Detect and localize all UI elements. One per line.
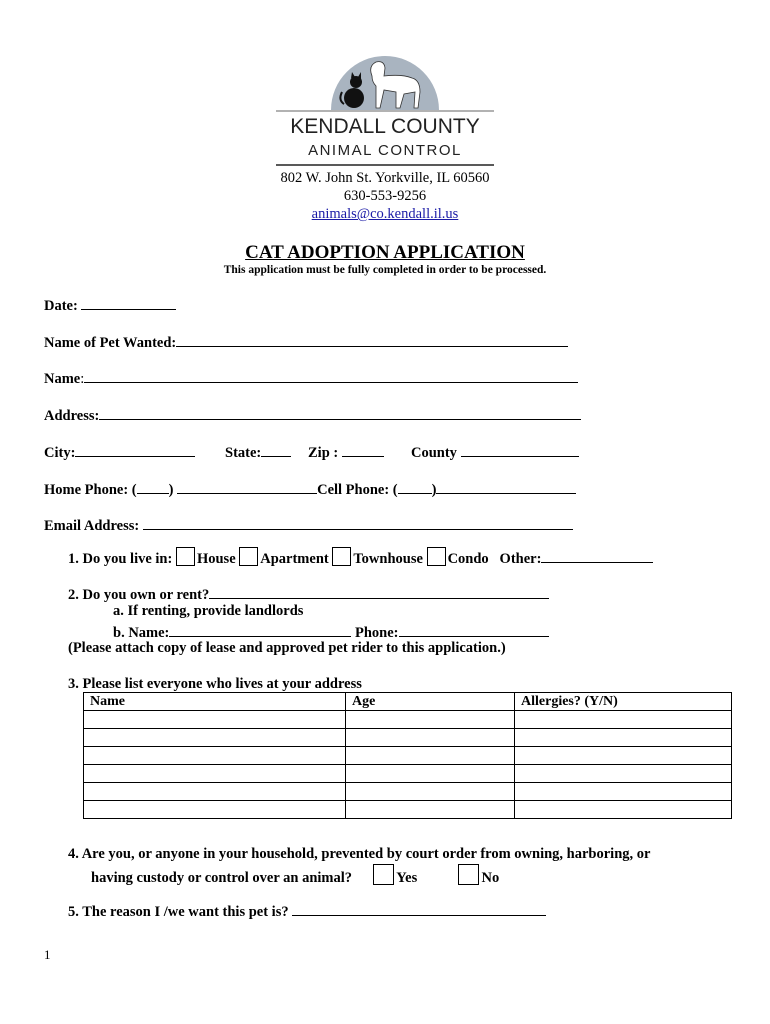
allergies-cell[interactable]: [515, 783, 732, 801]
townhouse-option-label: Townhouse: [353, 551, 423, 567]
other-field[interactable]: [541, 548, 653, 563]
kendall-county-logo: [272, 52, 498, 170]
no-label: No: [481, 870, 500, 886]
age-cell[interactable]: [346, 801, 515, 819]
state-label: State:: [225, 445, 262, 461]
own-rent-field[interactable]: [209, 584, 549, 599]
no-checkbox[interactable]: [458, 864, 479, 885]
county-row: [411, 442, 579, 462]
townhouse-checkbox[interactable]: [332, 547, 351, 566]
q5-row: [68, 901, 546, 921]
org-email-container: [0, 206, 770, 223]
other-label: Other:: [499, 551, 542, 567]
q4-line2: having custody or control over an animal?: [91, 870, 353, 886]
age-cell[interactable]: [346, 783, 515, 801]
table-row: [84, 747, 732, 765]
phone-row: [44, 479, 576, 499]
cell-phone-label: Cell Phone: (: [317, 482, 398, 498]
allergies-cell[interactable]: [515, 747, 732, 765]
reason-field[interactable]: [292, 901, 546, 916]
q4-line1: 4. Are you, or anyone in your household, prevented by court order from owning, harboring, or: [68, 846, 651, 862]
form-title: CAT ADOPTION APPLICATION: [245, 242, 525, 263]
landlord-phone-field[interactable]: [399, 622, 549, 637]
zip-row: [308, 442, 384, 462]
org-email-link[interactable]: animals@co.kendall.il.us: [311, 206, 459, 222]
name-cell[interactable]: [84, 729, 346, 747]
pet-wanted-field[interactable]: [176, 332, 568, 347]
email-label: Email Address:: [44, 518, 140, 534]
table-row: [84, 783, 732, 801]
table-row: [84, 801, 732, 819]
age-cell[interactable]: [346, 711, 515, 729]
name-cell[interactable]: [84, 747, 346, 765]
city-field[interactable]: [75, 442, 195, 457]
org-name-line2: ANIMAL CONTROL: [308, 142, 462, 159]
condo-option-label: Condo: [447, 551, 489, 567]
name-cell[interactable]: [84, 801, 346, 819]
col-allergies-header: Allergies? (Y/N): [515, 693, 732, 711]
house-option-label: House: [196, 551, 236, 567]
q2-row: [68, 584, 549, 604]
q2-note: (Please attach copy of lease and approved pet rider to this application.): [68, 640, 506, 656]
county-field[interactable]: [461, 442, 579, 457]
allergies-cell[interactable]: [515, 729, 732, 747]
allergies-cell[interactable]: [515, 711, 732, 729]
yes-checkbox[interactable]: [373, 864, 394, 885]
form-subtitle: This application must be fully completed in order to be processed.: [223, 264, 547, 276]
cell-phone-close: ): [431, 482, 437, 498]
name-cell[interactable]: [84, 711, 346, 729]
col-age-header: Age: [346, 693, 515, 711]
q2-label: 2. Do you own or rent?: [68, 587, 210, 603]
home-phone-area-field[interactable]: [137, 479, 169, 494]
q4-line2-row: [91, 864, 499, 887]
landlord-phone-label: Phone:: [355, 625, 399, 641]
landlord-name-label: b. Name:: [113, 625, 170, 641]
apartment-checkbox[interactable]: [239, 547, 258, 566]
col-name-header: Name: [84, 693, 346, 711]
table-header-row: [84, 693, 732, 711]
q5-label: 5. The reason I /we want this pet is?: [68, 904, 289, 920]
age-cell[interactable]: [346, 729, 515, 747]
apartment-option-label: Apartment: [260, 551, 329, 567]
allergies-cell[interactable]: [515, 801, 732, 819]
state-field[interactable]: [261, 442, 291, 457]
q1-label: 1. Do you live in:: [68, 551, 173, 567]
name-field[interactable]: [84, 368, 578, 383]
date-label: Date:: [44, 298, 78, 314]
date-row: [44, 295, 176, 315]
name-colon: :: [80, 371, 85, 387]
org-phone: 630-553-9256: [343, 188, 427, 204]
allergies-cell[interactable]: [515, 765, 732, 783]
q2a-label: a. If renting, provide landlords: [113, 603, 304, 619]
home-phone-field[interactable]: [177, 479, 317, 494]
state-row: [225, 442, 291, 462]
name-cell[interactable]: [84, 783, 346, 801]
age-cell[interactable]: [346, 747, 515, 765]
name-label: Name: [44, 371, 81, 387]
zip-field[interactable]: [342, 442, 384, 457]
household-table: [83, 692, 732, 819]
zip-label: Zip :: [308, 445, 339, 461]
name-cell[interactable]: [84, 765, 346, 783]
cell-phone-field[interactable]: [436, 479, 576, 494]
address-label: Address:: [44, 408, 100, 424]
home-phone-close: ): [168, 482, 174, 498]
city-row: [44, 442, 195, 462]
table-row: [84, 765, 732, 783]
table-row: [84, 729, 732, 747]
page-number: 1: [44, 947, 51, 962]
org-name-line1: KENDALL COUNTY: [290, 115, 480, 138]
org-address: 802 W. John St. Yorkville, IL 60560: [280, 170, 490, 186]
landlord-name-field[interactable]: [169, 622, 351, 637]
pet-wanted-row: [44, 332, 568, 352]
county-label: County: [411, 445, 457, 461]
house-checkbox[interactable]: [176, 547, 195, 566]
address-row: [44, 405, 581, 425]
table-row: [84, 711, 732, 729]
date-field[interactable]: [81, 295, 176, 310]
condo-checkbox[interactable]: [427, 547, 446, 566]
address-field[interactable]: [99, 405, 581, 420]
email-field[interactable]: [143, 515, 573, 530]
q1-row: [68, 547, 653, 568]
city-label: City:: [44, 445, 76, 461]
yes-label: Yes: [396, 870, 418, 886]
q2a-row: [113, 603, 303, 620]
name-row: [44, 368, 578, 388]
q2b-row: [113, 622, 549, 642]
q3-label: 3. Please list everyone who lives at your address: [68, 676, 362, 692]
home-phone-label: Home Phone: (: [44, 482, 137, 498]
age-cell[interactable]: [346, 765, 515, 783]
email-row: [44, 515, 573, 535]
cell-phone-area-field[interactable]: [398, 479, 432, 494]
pet-wanted-label: Name of Pet Wanted:: [44, 335, 177, 351]
